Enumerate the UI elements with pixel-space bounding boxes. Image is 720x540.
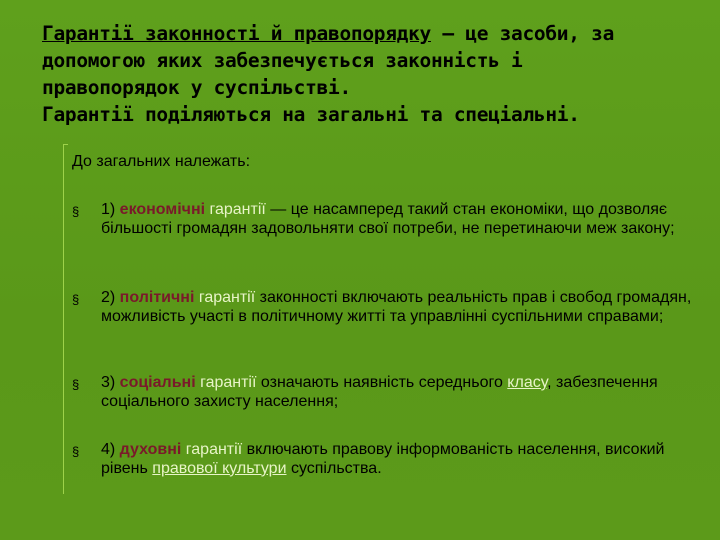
list-item-economic bbox=[72, 201, 697, 238]
keyword: соціальні bbox=[119, 374, 196, 391]
bullet-icon: § bbox=[72, 292, 80, 307]
bullet-icon: § bbox=[72, 204, 80, 219]
title-line-1 bbox=[42, 20, 692, 47]
title-line-3: правопорядок у суспільстві. bbox=[42, 76, 351, 99]
list-item-text: 4) духовні гарантії включають правову інформованість населення, високий рівень правової культури суспільства. bbox=[101, 441, 665, 477]
title-line-1-rest: — це засоби, за bbox=[430, 22, 615, 45]
list-item-spiritual bbox=[72, 441, 697, 478]
list-item-text: 3) соціальні гарантії означають наявність середнього класу, забезпечення соціального захисту населення; bbox=[101, 374, 658, 410]
link-klasu[interactable]: класу bbox=[507, 374, 548, 391]
slide-title bbox=[42, 20, 692, 128]
link-pravovoi-kultury[interactable]: правової культури bbox=[152, 459, 287, 477]
intro-text: До загальних належать: bbox=[72, 153, 251, 170]
list-item-text: 1) економічні гарантії — це насамперед такий стан економіки, що дозволяє більшості громадян задовольняти свої потреби, не перетинаючи меж закону; bbox=[101, 201, 675, 237]
keyword: економічні bbox=[119, 201, 206, 218]
list-item-political bbox=[72, 289, 697, 326]
bullet-icon: § bbox=[72, 377, 80, 392]
title-line-2: допомогою яких забезпечується законність і bbox=[42, 49, 523, 72]
list-item-social bbox=[72, 374, 697, 411]
keyword: політичні bbox=[119, 289, 195, 306]
title-line-4: Гарантії поділяються на загальні та спеціальні. bbox=[42, 103, 580, 126]
keyword: духовні bbox=[119, 441, 182, 458]
title-underlined-term: Гарантії законності й правопорядку bbox=[42, 22, 431, 45]
frame-corner-line bbox=[63, 144, 68, 145]
list-item-text: 2) політичні гарантії законності включають реальність прав і свобод громадян, можливість участі в політичному житті та управлінні суспільними справами; bbox=[101, 289, 692, 325]
bullet-icon: § bbox=[72, 444, 80, 459]
